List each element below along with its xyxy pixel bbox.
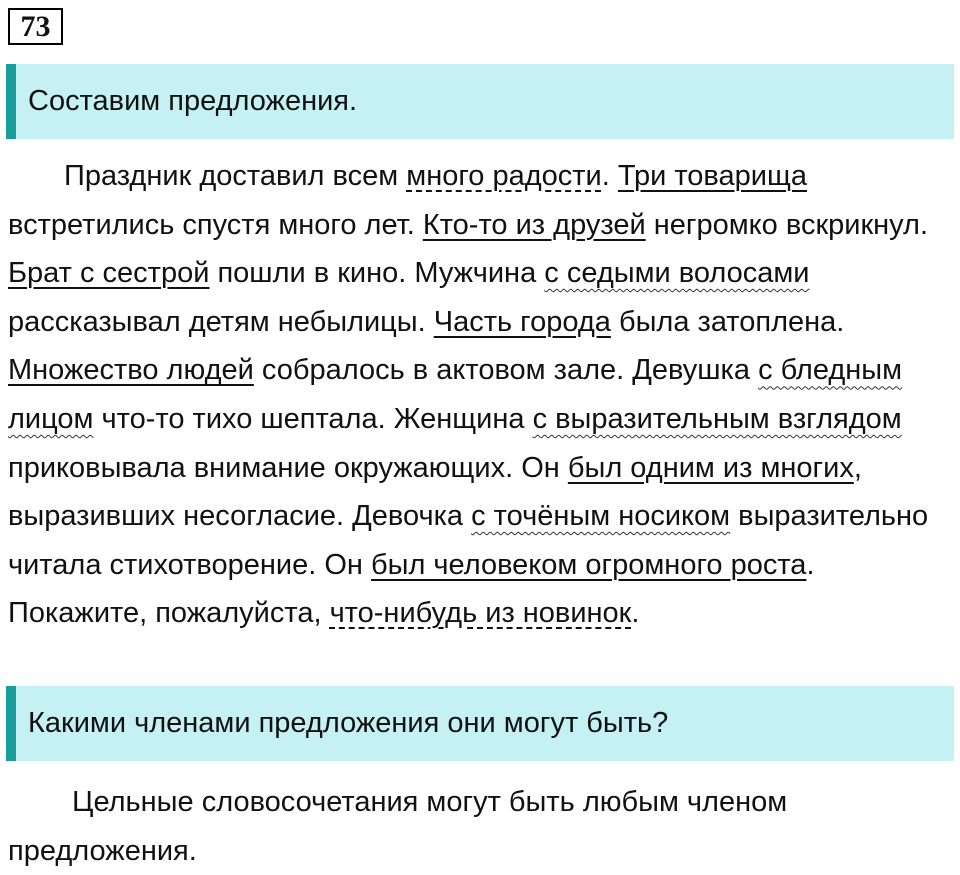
section-heading-compose: [6, 64, 954, 139]
underlined-phrase: Множество людей: [8, 354, 254, 387]
underlined-phrase: Три товарища: [617, 160, 807, 192]
text-run: собралось в актовом зале. Девушка: [253, 354, 759, 387]
text-run: .: [601, 160, 618, 192]
answer-paragraph: Цельные словосочетания могут быть любым членом предложения.: [8, 786, 788, 867]
sentences-paragraph: [8, 152, 952, 638]
text-run: приковывала внимание окружающих. Он: [8, 451, 568, 484]
dashed-underlined-phrase: много радости: [406, 160, 602, 192]
task-number-box: 73: [8, 8, 63, 45]
text-run: пошли в кино. Мужчина: [209, 257, 545, 290]
text-run: , выразивших несогласие. Девочка: [8, 451, 862, 533]
heading-compose-text: Составим предложения.: [28, 85, 358, 117]
underlined-phrase: Часть города: [433, 305, 611, 338]
text-run: была затоплена.: [610, 305, 845, 338]
text-run: Праздник доставил всем: [64, 160, 407, 192]
wavy-underlined-phrase: с выразительным взглядом: [532, 402, 902, 435]
text-run: . Покажите, пожалуйста,: [8, 548, 815, 630]
heading-question-text: Какими членами предложения они могут быть?: [28, 707, 669, 739]
text-run: .: [631, 597, 640, 630]
underlined-phrase: был одним из многих: [567, 451, 854, 484]
text-run: что-то тихо шептала. Женщина: [93, 402, 533, 435]
dashed-underlined-phrase: что-нибудь из новинок: [329, 597, 632, 630]
wavy-underlined-phrase: с точёным носиком: [471, 500, 731, 533]
underlined-phrase: Кто-то из друзей: [422, 208, 646, 241]
wavy-underlined-phrase: с седыми волосами: [544, 257, 810, 290]
section-heading-question: [6, 686, 954, 761]
underlined-phrase: был человеком огромного роста: [370, 548, 807, 581]
text-run: встретились спустя много лет.: [8, 208, 423, 241]
text-run: негромко вскрикнул.: [645, 208, 928, 241]
text-run: рассказывал детям небылицы.: [8, 305, 434, 338]
text-run: выразительно читала стихотворение. Он: [8, 500, 929, 581]
underlined-phrase: Брат с сестрой: [8, 257, 210, 290]
wavy-underlined-phrase: с бледным лицом: [8, 354, 903, 435]
